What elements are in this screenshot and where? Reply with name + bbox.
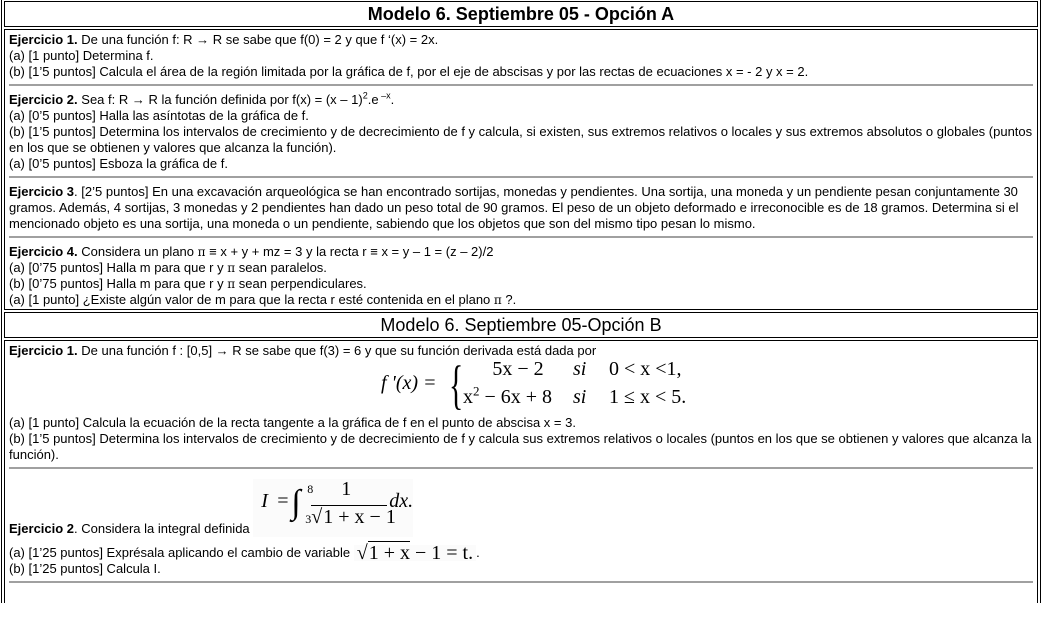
brace-icon: {	[449, 355, 464, 415]
exercise-b1	[9, 343, 1033, 467]
exercise-a2	[9, 92, 1033, 176]
exercise-part: (b) [1’5 puntos] Determina los intervalos de crecimiento y de decrecimiento de f y calcula, si existen, sus extremos relativos o locales y sus extremos absolutos o globales (puntos en los que se obtienen y valores que alcanza la función).	[9, 124, 1033, 155]
case-cond: 1 ≤ x < 5.	[609, 386, 687, 408]
exercise-statement: De una función f: R → R se sabe que f(0) = 2 y que f ‘(x) = 2x.	[77, 32, 439, 47]
exercise-part: (a) [0’75 puntos] Halla m para que r y	[9, 260, 228, 275]
exercise-label: Ejercicio 4.	[9, 244, 78, 259]
exercise-statement: . Considera la integral definida	[74, 521, 250, 536]
exercise-label: Ejercicio 1.	[9, 343, 78, 358]
integral-lower-limit: 3	[305, 512, 312, 526]
exercise-statement-end: ≡ x + y + mz = 3 y la recta r ≡ x = y – 1 = (z – 2)/2	[205, 244, 494, 259]
exercise-statement: Considera un plano	[77, 244, 198, 259]
option-a-title: Modelo 6. Septiembre 05 - Opción A	[4, 1, 1038, 27]
exercise-label: Ejercicio 2	[9, 521, 75, 536]
statement-mid: .e	[367, 92, 379, 107]
exercise-statement: . [2’5 puntos] En una excavación arqueológica se han encontrado sortijas, monedas y pendientes. Una sortija, una moneda y un pendiente pesan conjuntamente 30 gramos. Además, 4 sortijas, 3 monedas y 2 pendientes han dado un peso total de 90 gramos. El peso de un objeto deformado e irreconocible es de 18 gramos. Determina si el mencionado objeto es una sortija, una moneda o un pendiente, sabiendo que los objetos que son del mismo tipo pesan lo mismo.	[9, 184, 1019, 231]
case-expr-base: x	[463, 386, 473, 408]
derivative-formula	[9, 355, 1033, 415]
exercise-part: (a) [1’25 puntos] Exprésala aplicando el cambio de variable	[9, 545, 354, 560]
exercise-part-end: sean perpendiculares.	[235, 276, 367, 291]
exercise-part: (a) [0’5 puntos] Halla las asíntotas de la gráfica de f.	[9, 108, 309, 123]
exercise-part: (a) [1 punto] Calcula la ecuación de la recta tangente a la gráfica de f en el punto de abscisa x = 3.	[9, 415, 576, 430]
trailing-dot: .	[476, 545, 480, 560]
integral-numerator: 1	[341, 478, 352, 500]
exponent: 2	[473, 383, 480, 399]
exercise-part: (a) [1 punto] Determina f.	[9, 48, 154, 63]
exercise-a3	[9, 184, 1033, 236]
case-expr: 5x − 2	[492, 358, 544, 380]
exercise-separator	[9, 176, 1033, 178]
exercise-part: (a) [0’5 puntos] Esboza la gráfica de f.	[9, 156, 228, 171]
integral-denominator: √1 + x − 1	[311, 506, 396, 528]
exercise-part: (b) [1’5 puntos] Determina los intervalos de crecimiento y de decrecimiento de f y calcula sus extremos relativos o locales (puntos en los que se obtienen y valores que alcanza la función).	[9, 431, 1032, 462]
integral-dx: dx.	[389, 490, 414, 512]
case-row-1	[463, 358, 682, 380]
exercise-separator	[9, 581, 1033, 583]
substitution-formula: √1 + x − 1 = t.	[354, 545, 476, 561]
case-expr	[463, 383, 573, 408]
integral-formula	[253, 479, 413, 537]
exercise-a4	[9, 244, 1033, 309]
exercise-label: Ejercicio 3	[9, 184, 75, 199]
den-rest: − 1	[364, 506, 396, 528]
sqrt-radicand: 1 + x	[323, 506, 365, 528]
exercise-b2	[9, 475, 1033, 581]
exercise-separator	[9, 236, 1033, 238]
option-b-content	[4, 340, 1038, 603]
pi-symbol: π	[197, 245, 206, 259]
case-si: si	[573, 358, 587, 380]
integral-lhs: I	[261, 490, 268, 512]
exercise-separator	[9, 84, 1033, 86]
case-expr-rest: − 6x + 8	[479, 386, 553, 408]
formula-lhs	[381, 372, 437, 394]
exercise-part-end: ?.	[501, 292, 517, 307]
case-si: si	[573, 386, 587, 408]
statement-end: .	[390, 92, 395, 107]
option-a-content	[4, 29, 1038, 310]
exercise-separator	[9, 467, 1033, 469]
sqrt-radicand: 1 + x	[368, 542, 410, 564]
exercise-part: (b) [1’25 puntos] Calcula I.	[9, 561, 161, 576]
exponent: –x	[378, 90, 391, 101]
exercise-part: (b) [0’75 puntos] Halla m para que r y	[9, 276, 228, 291]
exam-table	[1, 0, 1041, 603]
exercise-part-end: sean paralelos.	[235, 260, 327, 275]
subst-rest: − 1 = t.	[409, 542, 474, 564]
exercise-part: (b) [1’5 puntos] Calcula el área de la región limitada por la gráfica de f, por el eje de abscisas y por las rectas de ecuaciones x = - 2 y x = 2.	[9, 64, 809, 79]
exercise-label: Ejercicio 2.	[9, 92, 78, 107]
exercise-part: (a) [1 punto] ¿Existe algún valor de m para que la recta r esté contenida en el plano	[9, 292, 494, 307]
exercise-statement: De una función f : [0,5] → R se sabe que f(3) = 6 y que su función derivada está dada por	[77, 343, 597, 358]
case-row-2	[463, 383, 687, 408]
integral-upper-limit: 8	[307, 482, 314, 496]
integral-sign-icon: ∫	[291, 484, 301, 521]
pi-symbol: π	[227, 261, 236, 275]
pi-symbol: π	[227, 277, 236, 291]
pi-symbol: π	[493, 293, 502, 307]
exercise-label: Ejercicio 1.	[9, 32, 78, 47]
exponent: 2	[362, 90, 368, 101]
formula-lhs-text: f '(x) =	[381, 372, 437, 394]
case-cond: 0 < x <1,	[609, 358, 682, 380]
exercise-a1	[9, 32, 1033, 84]
exercise-statement: Sea f: R → R la función definida por f(x) = (x – 1)	[77, 92, 363, 107]
integral-eq: =	[277, 490, 289, 512]
option-b-title: Modelo 6. Septiembre 05-Opción B	[4, 312, 1038, 338]
